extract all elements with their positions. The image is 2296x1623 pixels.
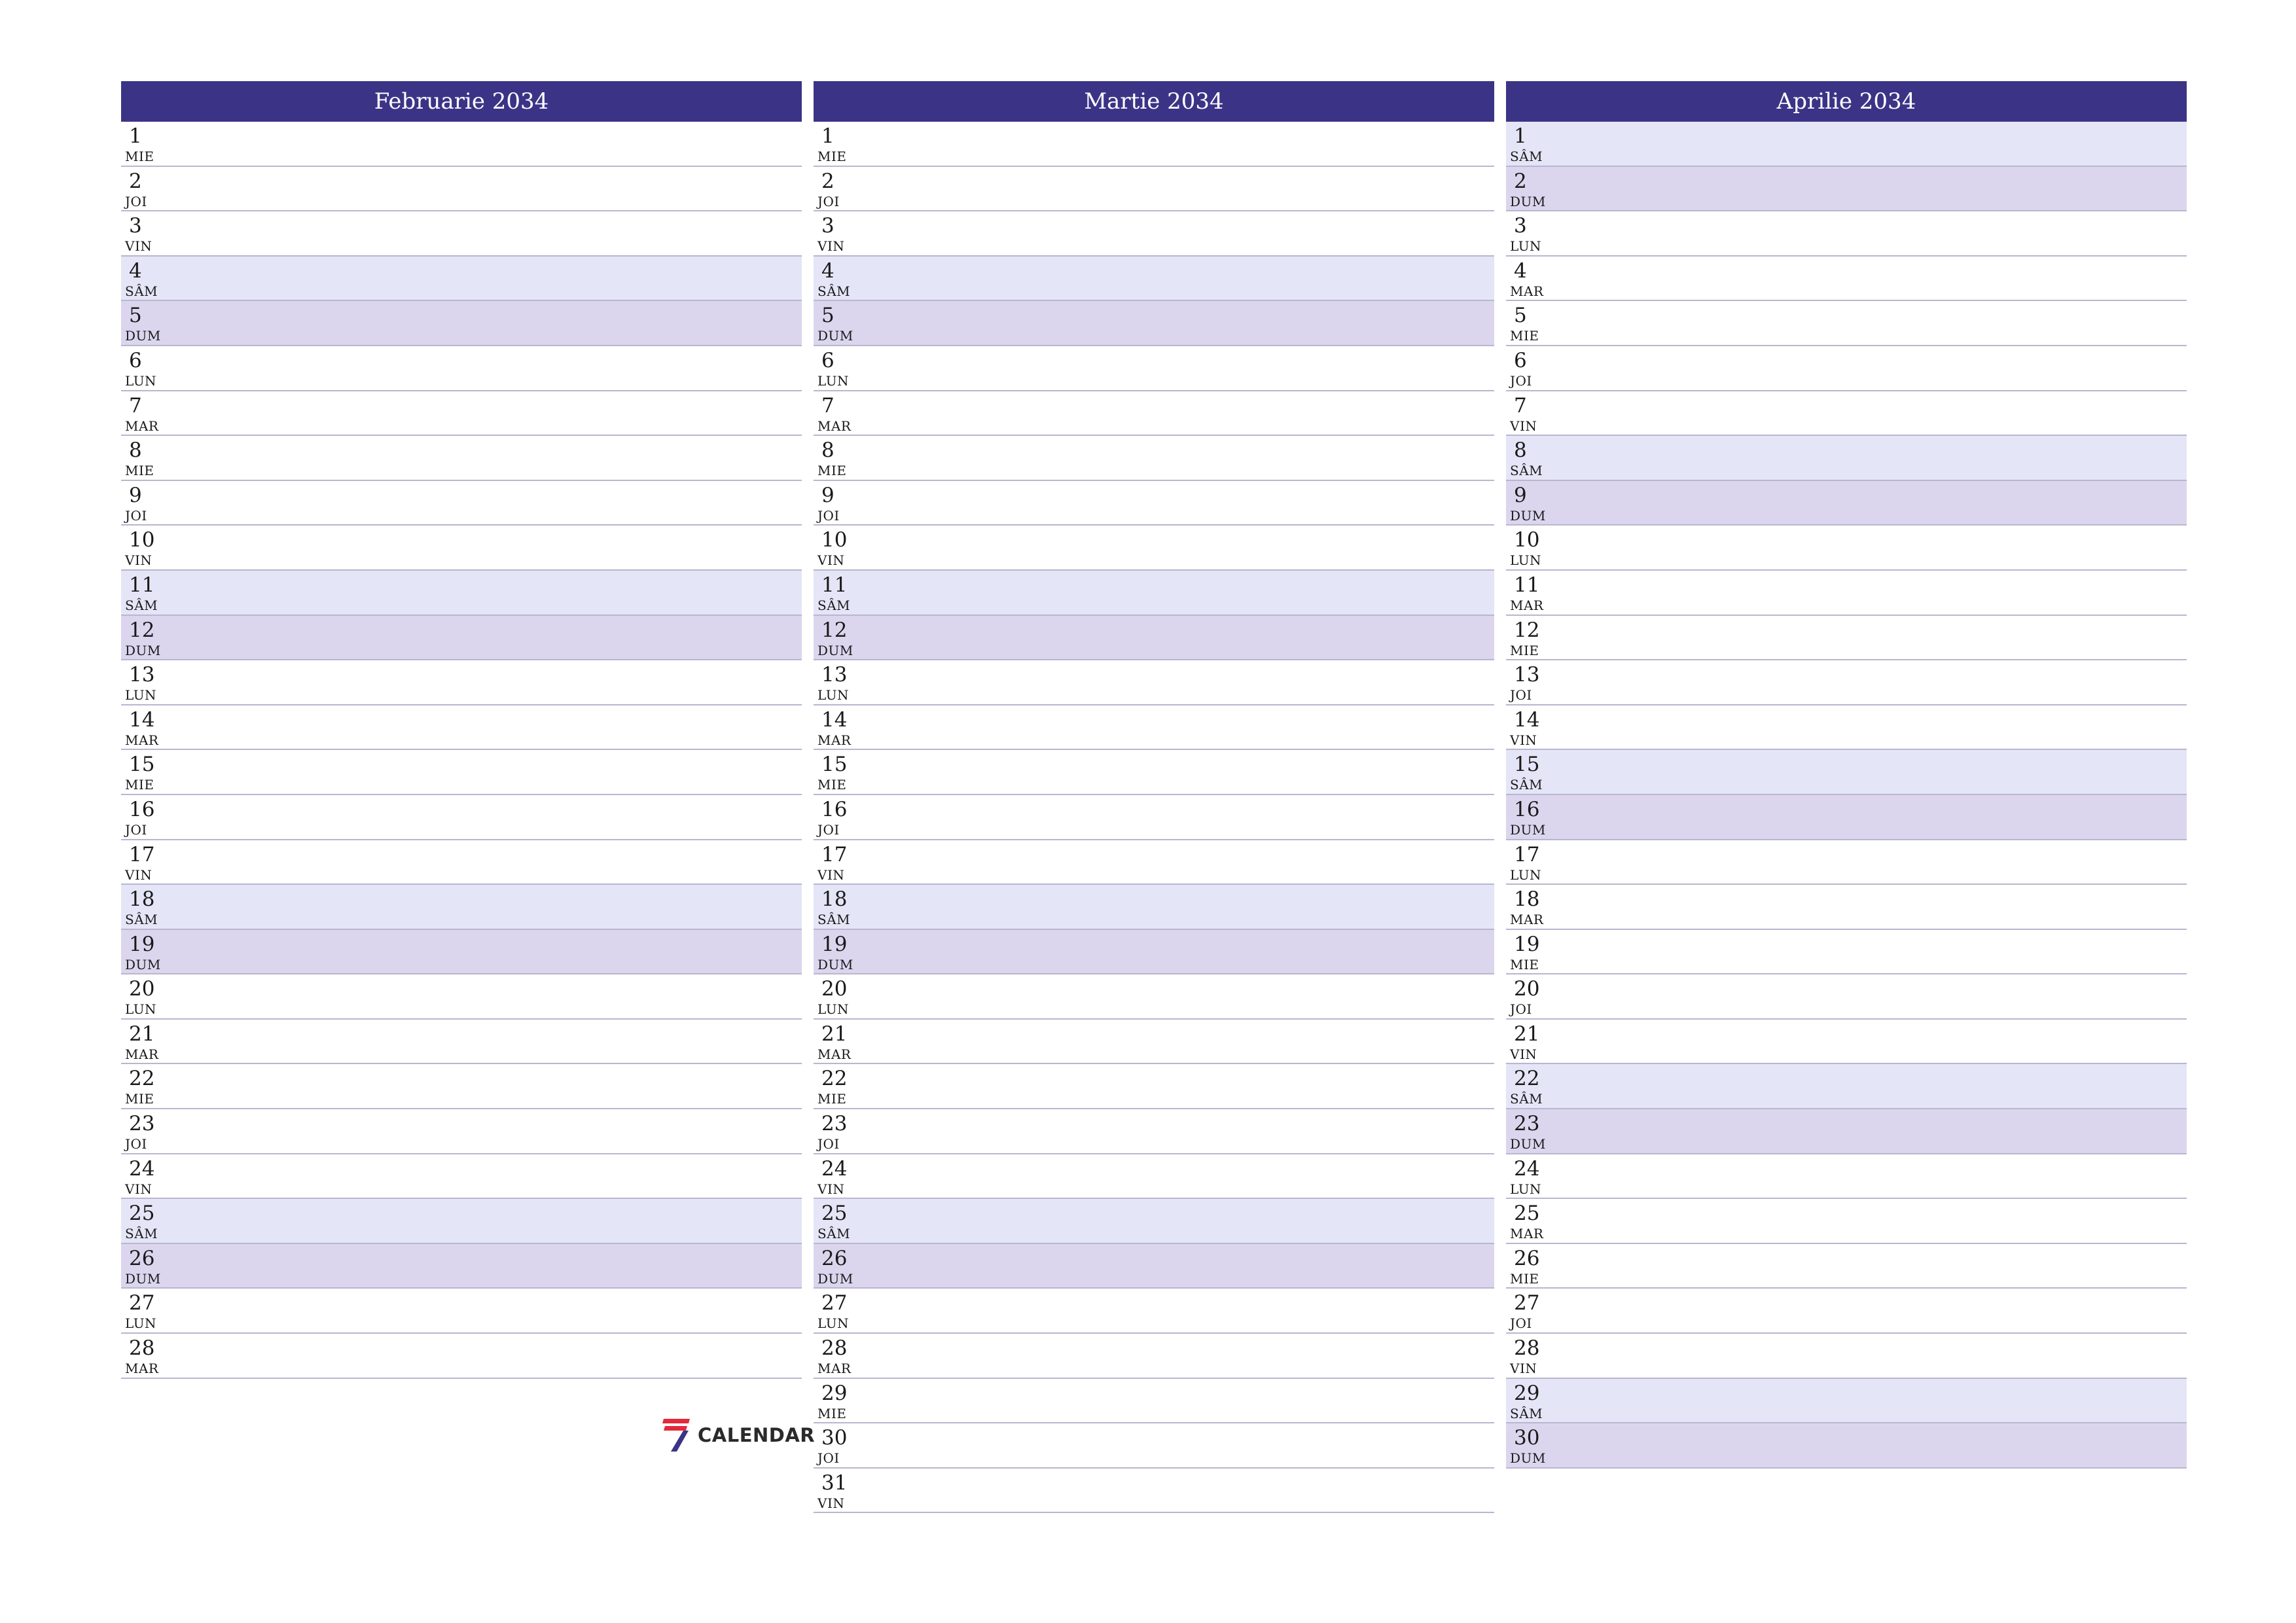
day-name: MAR [125, 732, 159, 748]
day-name: SÂM [817, 1226, 851, 1242]
day-row [121, 1289, 802, 1334]
day-row [1506, 616, 2187, 661]
month-header: Februarie 2034 [121, 81, 802, 122]
day-row [814, 1020, 1494, 1065]
month-column [1506, 81, 2187, 1513]
day-number: 28 [1514, 1336, 1540, 1361]
day-name: MIE [817, 1405, 847, 1421]
day-number: 2 [1514, 169, 1527, 193]
day-number: 7 [821, 393, 834, 418]
day-number: 19 [821, 932, 848, 956]
day-name: DUM [817, 1270, 853, 1287]
day-row [814, 930, 1494, 975]
day-name: LUN [125, 687, 157, 704]
day-row [121, 436, 802, 481]
day-name: MAR [125, 1361, 159, 1377]
day-number: 2 [129, 169, 142, 193]
month-header: Martie 2034 [814, 81, 1494, 122]
seven-logo-icon [662, 1418, 691, 1453]
day-row [1506, 750, 2187, 795]
day-name: DUM [1510, 193, 1546, 209]
day-row [814, 1289, 1494, 1334]
day-row [121, 660, 802, 705]
day-name: DUM [1510, 821, 1546, 838]
day-name: VIN [817, 1181, 845, 1197]
day-row [814, 974, 1494, 1020]
day-row [121, 1064, 802, 1109]
day-list [814, 122, 1494, 1513]
day-name: SÂM [817, 912, 851, 928]
day-name: MIE [1510, 328, 1539, 344]
day-name: JOI [125, 821, 147, 838]
day-row [1506, 167, 2187, 212]
day-number: 9 [129, 483, 142, 507]
day-row [814, 885, 1494, 930]
day-name: LUN [1510, 1181, 1542, 1197]
day-number: 19 [129, 932, 155, 956]
day-name: JOI [1510, 687, 1532, 704]
day-number: 9 [1514, 483, 1527, 507]
day-row [1506, 795, 2187, 840]
day-row [814, 1109, 1494, 1154]
day-number: 6 [821, 348, 834, 372]
day-number: 13 [1514, 663, 1540, 687]
day-number: 30 [821, 1426, 848, 1450]
day-name: MAR [817, 418, 852, 434]
day-name: MIE [817, 149, 847, 164]
day-number: 26 [129, 1246, 155, 1270]
day-number: 8 [129, 438, 142, 463]
day-row [1506, 1289, 2187, 1334]
day-row [121, 930, 802, 975]
day-name: MAR [1510, 912, 1544, 928]
day-number: 3 [1514, 214, 1527, 238]
day-row [814, 301, 1494, 346]
day-list [121, 122, 802, 1379]
day-name: VIN [125, 238, 152, 255]
day-row [1506, 1020, 2187, 1065]
day-number: 27 [821, 1291, 848, 1315]
day-number: 11 [129, 573, 155, 597]
day-number: 24 [821, 1156, 848, 1181]
day-row [1506, 211, 2187, 257]
day-name: VIN [817, 552, 845, 569]
day-name: VIN [125, 866, 152, 883]
day-number: 20 [1514, 977, 1540, 1001]
day-number: 23 [129, 1112, 155, 1136]
day-number: 16 [129, 797, 155, 821]
day-row [121, 1334, 802, 1379]
day-number: 19 [1514, 932, 1540, 956]
day-number: 14 [129, 707, 155, 732]
day-row [121, 795, 802, 840]
day-row [1506, 301, 2187, 346]
day-name: SÂM [125, 283, 158, 299]
day-name: MIE [817, 463, 847, 479]
day-number: 23 [821, 1112, 848, 1136]
day-name: LUN [817, 687, 850, 704]
day-row [121, 122, 802, 167]
day-name: JOI [817, 1450, 840, 1467]
month-column [814, 81, 1494, 1513]
day-name: LUN [817, 1315, 850, 1332]
day-number: 4 [129, 259, 142, 283]
day-name: DUM [817, 642, 853, 658]
day-row [121, 301, 802, 346]
day-number: 11 [821, 573, 848, 597]
day-number: 18 [1514, 887, 1540, 912]
day-number: 6 [1514, 348, 1527, 372]
day-name: LUN [817, 1001, 850, 1018]
day-row [121, 481, 802, 526]
day-row [121, 1154, 802, 1200]
day-number: 15 [821, 753, 848, 777]
day-number: 12 [1514, 618, 1540, 642]
day-name: MAR [1510, 283, 1544, 299]
day-number: 28 [129, 1336, 155, 1361]
day-number: 13 [821, 663, 848, 687]
day-number: 7 [1514, 393, 1527, 418]
day-number: 23 [1514, 1112, 1540, 1136]
day-number: 8 [821, 438, 834, 463]
day-row [1506, 1064, 2187, 1109]
day-row [121, 526, 802, 571]
day-number: 9 [821, 483, 834, 507]
day-number: 13 [129, 663, 155, 687]
day-row [1506, 1379, 2187, 1424]
day-row [121, 974, 802, 1020]
day-number: 16 [821, 797, 848, 821]
day-number: 5 [821, 304, 834, 328]
day-row [1506, 974, 2187, 1020]
day-number: 25 [1514, 1202, 1540, 1226]
day-number: 1 [1514, 124, 1527, 148]
day-number: 29 [821, 1381, 848, 1405]
day-number: 7 [129, 393, 142, 418]
day-name: JOI [817, 1136, 840, 1152]
day-row [1506, 481, 2187, 526]
day-name: SÂM [1510, 149, 1543, 164]
day-number: 10 [1514, 528, 1540, 552]
day-name: VIN [817, 866, 845, 883]
day-number: 18 [129, 887, 155, 912]
day-row [814, 436, 1494, 481]
day-number: 20 [129, 977, 155, 1001]
day-row [814, 1064, 1494, 1109]
day-name: VIN [1510, 1361, 1537, 1377]
day-name: MIE [125, 149, 154, 164]
day-row [1506, 257, 2187, 302]
day-name: VIN [817, 1495, 845, 1511]
day-row [121, 885, 802, 930]
day-name: LUN [125, 1001, 157, 1018]
day-name: MAR [125, 418, 159, 434]
day-row [814, 1423, 1494, 1469]
day-row [814, 616, 1494, 661]
day-number: 31 [821, 1471, 848, 1495]
day-name: JOI [817, 507, 840, 524]
day-name: DUM [1510, 1136, 1546, 1152]
day-name: DUM [125, 1270, 161, 1287]
day-number: 5 [1514, 304, 1527, 328]
day-row [121, 257, 802, 302]
day-number: 22 [129, 1067, 155, 1091]
day-name: MAR [817, 1361, 852, 1377]
day-number: 8 [1514, 438, 1527, 463]
day-row [814, 571, 1494, 616]
day-row [814, 840, 1494, 885]
day-name: MAR [1510, 1226, 1544, 1242]
day-name: SÂM [817, 283, 851, 299]
day-row [1506, 660, 2187, 705]
logo-text: CALENDAR [698, 1424, 816, 1446]
day-name: LUN [1510, 866, 1542, 883]
day-number: 27 [1514, 1291, 1540, 1315]
day-name: DUM [125, 642, 161, 658]
day-row [121, 1020, 802, 1065]
day-name: VIN [1510, 732, 1537, 748]
day-row [1506, 391, 2187, 437]
day-row [1506, 1244, 2187, 1289]
day-number: 22 [1514, 1067, 1540, 1091]
day-number: 18 [821, 887, 848, 912]
day-number: 6 [129, 348, 142, 372]
day-name: MIE [125, 463, 154, 479]
day-name: SÂM [1510, 463, 1543, 479]
day-name: VIN [1510, 418, 1537, 434]
day-name: MIE [1510, 956, 1539, 972]
day-name: SÂM [125, 597, 158, 613]
day-number: 10 [129, 528, 155, 552]
day-name: VIN [1510, 1046, 1537, 1062]
day-number: 12 [129, 618, 155, 642]
day-name: LUN [1510, 552, 1542, 569]
day-number: 24 [1514, 1156, 1540, 1181]
day-number: 1 [821, 124, 834, 148]
day-row [814, 122, 1494, 167]
day-number: 11 [1514, 573, 1540, 597]
day-number: 5 [129, 304, 142, 328]
day-row [1506, 346, 2187, 391]
day-name: JOI [817, 193, 840, 209]
day-name: LUN [125, 372, 157, 389]
day-number: 21 [821, 1022, 848, 1046]
day-name: DUM [817, 328, 853, 344]
day-name: SÂM [125, 1226, 158, 1242]
day-name: MIE [125, 777, 154, 793]
day-number: 15 [1514, 753, 1540, 777]
day-row [1506, 436, 2187, 481]
day-row [121, 391, 802, 437]
day-row [814, 167, 1494, 212]
day-name: SÂM [1510, 777, 1543, 793]
day-number: 3 [821, 214, 834, 238]
day-name: JOI [1510, 1315, 1532, 1332]
day-row [1506, 1334, 2187, 1379]
day-number: 14 [821, 707, 848, 732]
day-row [814, 346, 1494, 391]
day-row [1506, 122, 2187, 167]
month-header: Aprilie 2034 [1506, 81, 2187, 122]
day-number: 29 [1514, 1381, 1540, 1405]
day-number: 22 [821, 1067, 848, 1091]
day-row [1506, 1154, 2187, 1200]
day-name: DUM [1510, 507, 1546, 524]
day-row [1506, 1109, 2187, 1154]
day-name: MAR [125, 1046, 159, 1062]
day-name: JOI [817, 821, 840, 838]
day-number: 25 [129, 1202, 155, 1226]
day-name: LUN [125, 1315, 157, 1332]
day-row [121, 750, 802, 795]
day-name: MIE [817, 777, 847, 793]
day-name: MIE [125, 1091, 154, 1107]
day-name: VIN [817, 238, 845, 255]
day-name: DUM [125, 328, 161, 344]
day-row [1506, 571, 2187, 616]
day-number: 21 [1514, 1022, 1540, 1046]
day-row [121, 1109, 802, 1154]
day-name: SÂM [1510, 1091, 1543, 1107]
day-row [814, 391, 1494, 437]
day-row [814, 1334, 1494, 1379]
day-row [1506, 705, 2187, 751]
month-column [121, 81, 802, 1513]
day-name: MIE [1510, 1270, 1539, 1287]
day-name: JOI [125, 507, 147, 524]
day-row [814, 750, 1494, 795]
day-number: 25 [821, 1202, 848, 1226]
day-name: JOI [1510, 372, 1532, 389]
day-row [814, 1469, 1494, 1514]
day-row [121, 840, 802, 885]
day-name: JOI [125, 1136, 147, 1152]
day-row [814, 211, 1494, 257]
day-name: JOI [1510, 1001, 1532, 1018]
day-name: SÂM [1510, 1405, 1543, 1421]
day-row [814, 1244, 1494, 1289]
day-row [121, 705, 802, 751]
day-row [814, 705, 1494, 751]
day-number: 15 [129, 753, 155, 777]
day-name: MIE [1510, 642, 1539, 658]
day-row [1506, 885, 2187, 930]
day-name: MIE [817, 1091, 847, 1107]
day-name: VIN [125, 1181, 152, 1197]
day-row [1506, 1199, 2187, 1244]
day-row [814, 1154, 1494, 1200]
day-name: MAR [817, 732, 852, 748]
day-row [121, 571, 802, 616]
day-number: 26 [821, 1246, 848, 1270]
day-row [814, 481, 1494, 526]
day-number: 4 [1514, 259, 1527, 283]
calendar-months [121, 81, 2187, 1513]
day-name: VIN [125, 552, 152, 569]
day-number: 30 [1514, 1426, 1540, 1450]
day-row [1506, 930, 2187, 975]
day-row [814, 660, 1494, 705]
day-name: SÂM [817, 597, 851, 613]
day-name: JOI [125, 193, 147, 209]
day-number: 17 [821, 842, 848, 866]
day-number: 20 [821, 977, 848, 1001]
day-name: SÂM [125, 912, 158, 928]
day-name: MAR [1510, 597, 1544, 613]
day-number: 17 [1514, 842, 1540, 866]
day-number: 21 [129, 1022, 155, 1046]
day-row [121, 616, 802, 661]
day-row [121, 211, 802, 257]
day-number: 12 [821, 618, 848, 642]
day-row [121, 167, 802, 212]
day-row [814, 1379, 1494, 1424]
day-number: 14 [1514, 707, 1540, 732]
brand-logo [662, 1417, 815, 1454]
day-number: 10 [821, 528, 848, 552]
day-row [1506, 526, 2187, 571]
day-name: MAR [817, 1046, 852, 1062]
day-row [1506, 840, 2187, 885]
day-row [814, 257, 1494, 302]
day-number: 16 [1514, 797, 1540, 821]
day-row [814, 1199, 1494, 1244]
day-number: 27 [129, 1291, 155, 1315]
day-row [814, 526, 1494, 571]
day-number: 26 [1514, 1246, 1540, 1270]
day-name: LUN [1510, 238, 1542, 255]
day-name: DUM [1510, 1450, 1546, 1467]
day-name: LUN [817, 372, 850, 389]
day-row [121, 346, 802, 391]
day-name: DUM [125, 956, 161, 972]
day-row [814, 795, 1494, 840]
day-row [1506, 1423, 2187, 1469]
day-number: 24 [129, 1156, 155, 1181]
day-list [1506, 122, 2187, 1469]
day-number: 1 [129, 124, 142, 148]
day-row [121, 1244, 802, 1289]
day-number: 2 [821, 169, 834, 193]
day-number: 4 [821, 259, 834, 283]
day-number: 3 [129, 214, 142, 238]
day-name: DUM [817, 956, 853, 972]
day-number: 17 [129, 842, 155, 866]
day-row [121, 1199, 802, 1244]
day-number: 28 [821, 1336, 848, 1361]
